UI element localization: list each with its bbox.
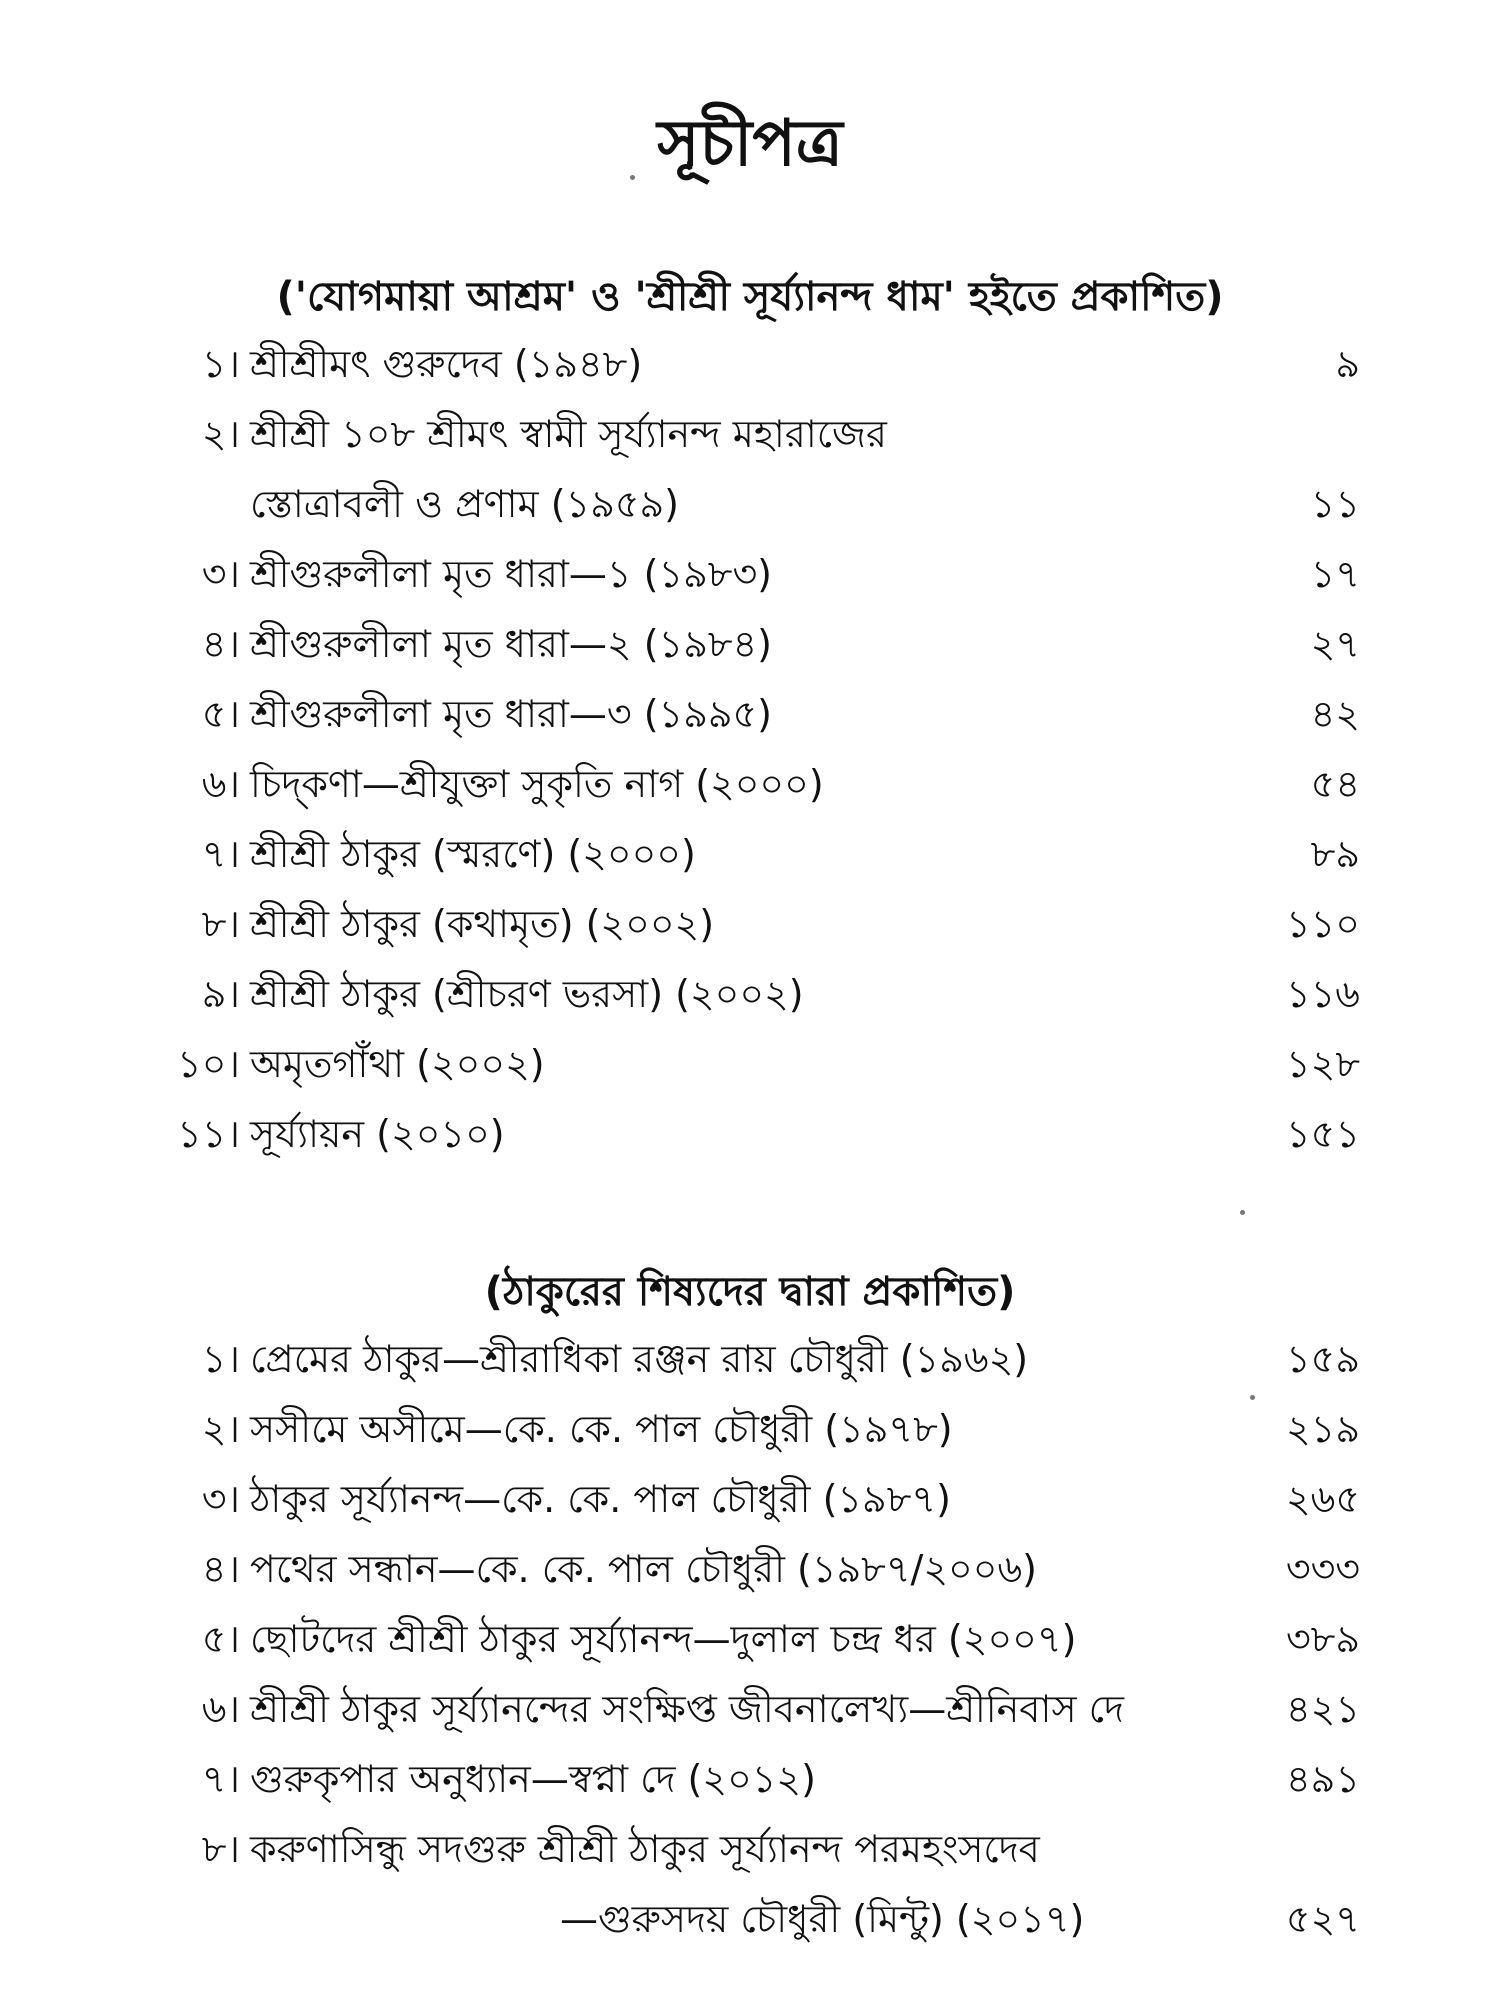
list-item [0,755,1500,825]
item-page: ১৫১ [1286,1112,1360,1156]
item-page: ৫২৭ [1285,1897,1360,1941]
item-number: ৯। [201,972,240,1016]
list-item [0,1035,1500,1105]
item-title: শ্রীশ্রী ঠাকুর (কথামৃত) (২০০২) [250,902,715,946]
item-number: ৮। [201,1827,240,1871]
list-item [0,1820,1500,1890]
item-number: ৩। [201,1477,240,1521]
list-item [0,545,1500,615]
item-page: ৪৯১ [1286,1757,1360,1801]
item-number: ১। [201,342,240,386]
item-page: ৪২১ [1285,1687,1360,1731]
item-page: ১১ [1310,482,1360,526]
item-number: ৭। [201,832,240,876]
item-title: শ্রীগুরুলীলা মৃত ধারা—৩ (১৯৯৫) [250,692,772,736]
item-title: শ্রীগুরুলীলা মৃত ধারা—২ (১৯৮৪) [250,622,772,666]
item-number: ২। [201,1407,240,1451]
list-item [0,615,1500,685]
item-number: ১। [201,1337,240,1381]
item-page: ১২৮ [1285,1042,1360,1086]
item-title: অমৃতগাঁথা (২০০২) [250,1042,545,1086]
item-title: গুরুকৃপার অনুধ্যান—স্বপ্না দে (২০১২) [250,1757,816,1801]
page-title: সূচীপত্র [657,107,843,181]
list-item [0,825,1500,895]
item-number: ২। [201,412,240,456]
item-page: ২৭ [1310,622,1360,666]
item-page: ৪২ [1310,692,1360,736]
item-title: ঠাকুর সূর্য্যানন্দ—কে. কে. পাল চৌধুরী (১৯৮৭) [250,1477,951,1521]
item-title: ছোটদের শ্রীশ্রী ঠাকুর সূর্য্যানন্দ—দুলাল চন্দ্র ধর (২০০৭) [250,1617,1077,1661]
item-title: পথের সন্ধান—কে. কে. পাল চৌধুরী (১৯৮৭/২০০৬) [250,1547,1037,1591]
list-item [0,1470,1500,1540]
item-title: শ্রীশ্রী ১০৮ শ্রীমৎ স্বামী সূর্য্যানন্দ মহারাজের [250,412,887,456]
item-title: শ্রীগুরুলীলা মৃত ধারা—১ (১৯৮৩) [250,552,772,596]
item-title: চিদ্‌কণা—শ্রীযুক্তা সুকৃতি নাগ (২০০০) [250,762,824,806]
list-item [0,1330,1500,1400]
list-item [0,685,1500,755]
section1-heading: ('যোগমায়া আশ্রম' ও 'শ্রীশ্রী সূর্য্যানন্দ ধাম' হইতে প্রকাশিত) [276,274,1224,320]
list-item [0,1750,1500,1820]
item-number: ১১। [177,1112,240,1156]
item-page: ৮৯ [1310,832,1360,876]
list-item [0,1540,1500,1610]
list-item [0,1105,1500,1175]
item-number: ৭। [201,1757,240,1801]
item-number: ৫। [201,692,240,736]
item-number: ৩। [201,552,240,596]
item-page: ২১৯ [1285,1407,1360,1451]
scan-speck [1240,1210,1245,1215]
item-number: ৮। [201,902,240,946]
list-item [0,1610,1500,1680]
item-number: ৬। [201,1687,240,1731]
list-item [0,1680,1500,1750]
item-number: ৪। [201,1547,240,1591]
item-page: ১৭ [1310,552,1360,596]
item-page: ৯ [1335,342,1360,386]
item-title: প্রেমের ঠাকুর—শ্রীরাধিকা রঞ্জন রায় চৌধুরী (১৯৬২) [250,1337,1029,1381]
item-title: শ্রীশ্রী ঠাকুর (স্মরণে) (২০০০) [250,832,696,876]
item-title-line2: —গুরুসদয় চৌধুরী (মিন্টু) (২০১৭) [560,1897,1085,1941]
item-page: ৩৮৯ [1285,1617,1360,1661]
item-page: ১৫৯ [1286,1337,1360,1381]
item-title: সূর্য্যায়ন (২০১০) [250,1112,505,1156]
item-title: করুণাসিন্ধু সদগুরু শ্রীশ্রী ঠাকুর সূর্য্যানন্দ পরমহংসদেব [250,1827,1040,1871]
section2-heading: (ঠাকুরের শিষ্যদের দ্বারা প্রকাশিত) [484,1269,1016,1315]
item-number: ১০। [177,1042,240,1086]
item-page: ১১৬ [1285,972,1360,1016]
list-item [0,895,1500,965]
list-item-continuation [0,475,1500,545]
item-title: শ্রীশ্রী ঠাকুর (শ্রীচরণ ভরসা) (২০০২) [250,972,804,1016]
item-number: ৬। [201,762,240,806]
item-page: ২৬৫ [1285,1477,1360,1521]
item-title: সসীমে অসীমে—কে. কে. পাল চৌধুরী (১৯৭৮) [250,1407,953,1451]
list-item [0,965,1500,1035]
item-title: শ্রীশ্রী ঠাকুর সূর্য্যানন্দের সংক্ষিপ্ত জীবনালেখ্য—শ্রীনিবাস দে [250,1687,1125,1731]
item-page: ৫৪ [1310,762,1360,806]
item-page: ১১০ [1285,902,1360,946]
list-item-continuation [0,1890,1500,1960]
item-number: ৫। [201,1617,240,1661]
list-item [0,405,1500,475]
item-title: শ্রীশ্রীমৎ গুরুদেব (১৯৪৮) [250,342,643,386]
scan-speck [1250,1395,1255,1400]
scan-speck [630,175,635,180]
item-page: ৩৩৩ [1285,1547,1360,1591]
list-item [0,1400,1500,1470]
list-item [0,335,1500,405]
item-title-line2: স্তোত্রাবলী ও প্রণাম (১৯৫৯) [250,482,679,526]
item-number: ৪। [201,622,240,666]
